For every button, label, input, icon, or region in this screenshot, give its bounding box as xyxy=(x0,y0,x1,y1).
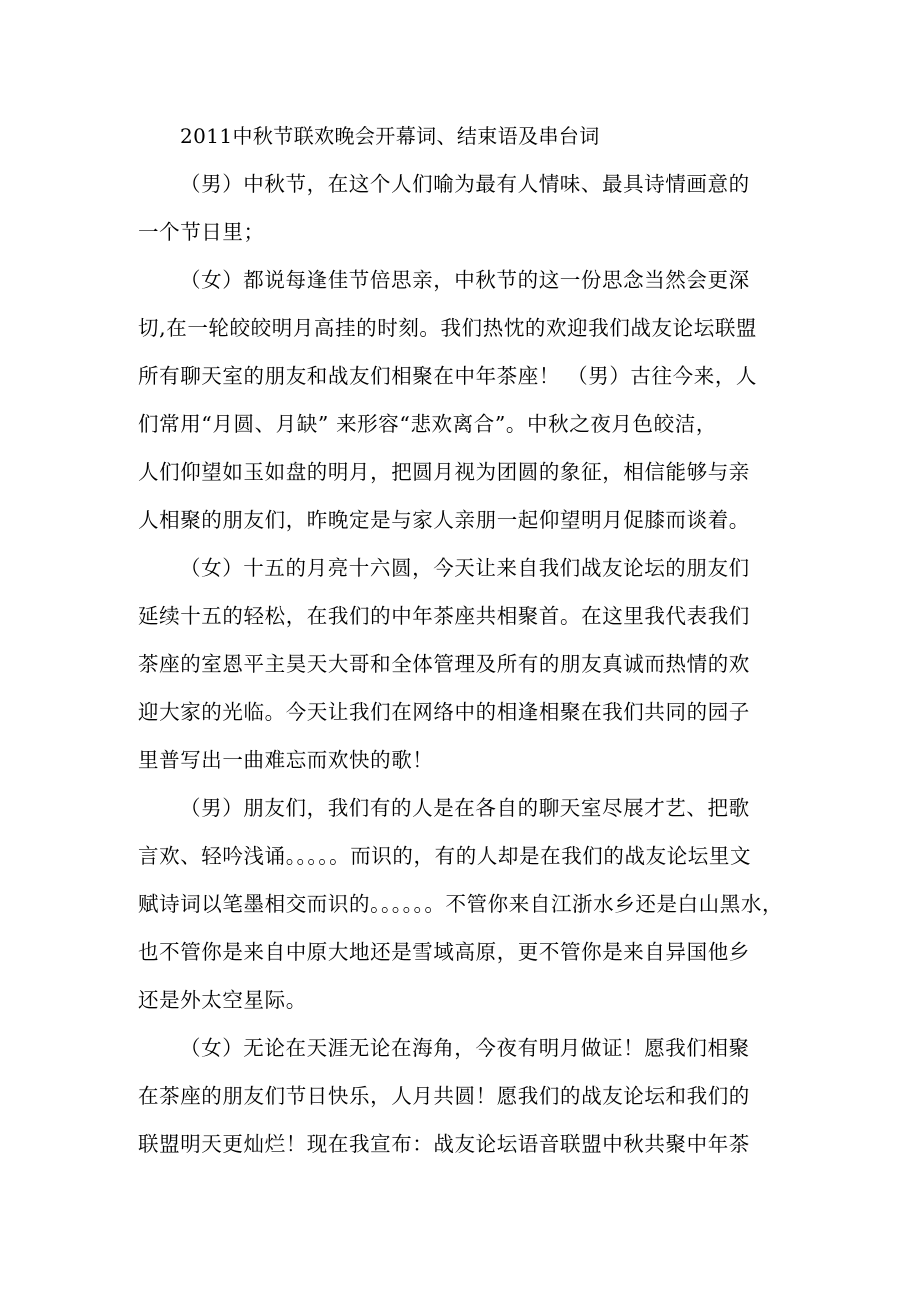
paragraph-line: 里普写出一曲难忘而欢快的歌！ xyxy=(138,748,434,772)
paragraph-line: （女）无论在天涯无论在海角，今夜有明月做证！愿我们相聚 xyxy=(180,1036,750,1060)
paragraph-line: （女）十五的月亮十六圆，今天让来自我们战友论坛的朋友们 xyxy=(180,556,750,580)
paragraph-line: 人相聚的朋友们，昨晚定是与家人亲朋一起仰望明月促膝而谈着。 xyxy=(138,508,750,532)
paragraph-line: 赋诗词以笔墨相交而识的。。。。。。不管你来自江浙水乡还是白山黑水， xyxy=(138,892,784,916)
document-title: 2011中秋节联欢晚会开幕词、结束语及串台词 xyxy=(180,124,600,148)
paragraph-line: 联盟明天更灿烂！现在我宣布：战友论坛语音联盟中秋共聚中年茶 xyxy=(138,1132,750,1156)
paragraph-line: （女）都说每逢佳节倍思亲，中秋节的这一份思念当然会更深 xyxy=(180,268,750,292)
paragraph-line: 人们仰望如玉如盘的明月，把圆月视为团圆的象征，相信能够与亲 xyxy=(138,460,750,484)
paragraph-line: 茶座的室恩平主昊天大哥和全体管理及所有的朋友真诚而热情的欢 xyxy=(138,652,750,676)
paragraph-line: 也不管你是来自中原大地还是雪域高原，更不管你是来自异国他乡 xyxy=(138,940,750,964)
paragraph-line: 们常用“月圆、月缺” 来形容“悲欢离合”。中秋之夜月色皎洁， xyxy=(138,412,717,436)
paragraph-line: （男）朋友们，我们有的人是在各自的聊天室尽展才艺、把歌 xyxy=(180,796,750,820)
paragraph-line: 延续十五的轻松，在我们的中年茶座共相聚首。在这里我代表我们 xyxy=(138,604,750,628)
paragraph-line: 还是外太空星际。 xyxy=(138,988,307,1012)
paragraph-line: 言欢、轻吟浅诵。。。。。而识的，有的人却是在我们的战友论坛里文 xyxy=(138,844,752,868)
paragraph-line: 迎大家的光临。今天让我们在网络中的相逢相聚在我们共同的园子 xyxy=(138,700,750,724)
paragraph-line: 在茶座的朋友们节日快乐，人月共圆！愿我们的战友论坛和我们的 xyxy=(138,1084,750,1108)
paragraph-line: （男）中秋节，在这个人们喻为最有人情味、最具诗情画意的 xyxy=(180,172,750,196)
paragraph-line: 切,在一轮皎皎明月高挂的时刻。我们热忱的欢迎我们战友论坛联盟 xyxy=(138,316,758,340)
paragraph-line: 所有聊天室的朋友和战友们相聚在中年茶座！ （男）古往今来，人 xyxy=(138,364,758,388)
paragraph-line: 一个节日里； xyxy=(138,220,265,244)
